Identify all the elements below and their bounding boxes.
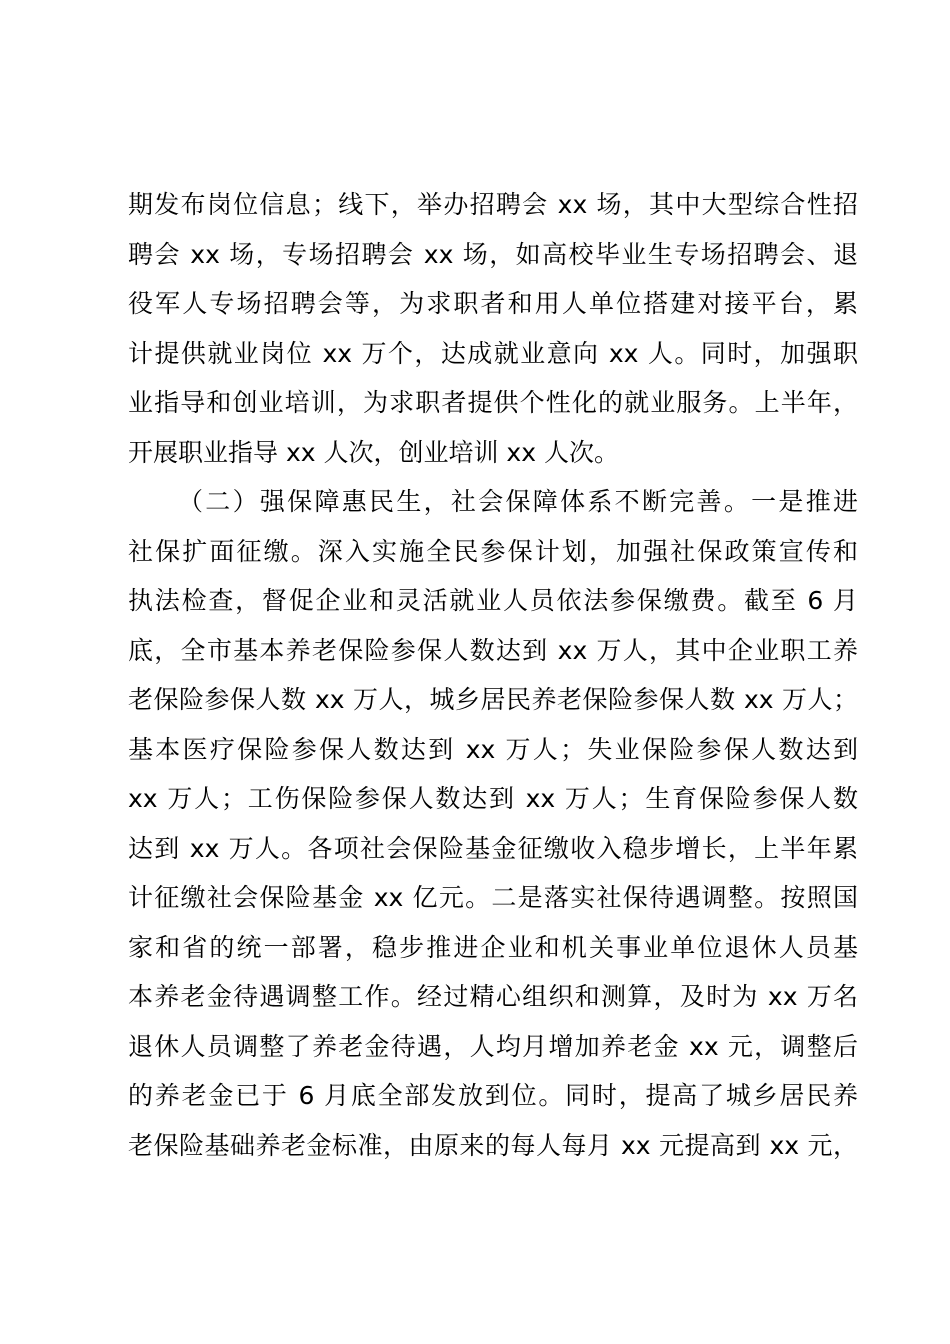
text-line: 社保扩面征缴。深入实施全民参保计划，加强社保政策宣传和	[128, 536, 858, 566]
text-line: 计提供就业岗位 xx 万个，达成就业意向 xx 人。同时，加强职	[128, 338, 858, 368]
text-line: 计征缴社会保险基金 xx 亿元。二是落实社保待遇调整。按照国	[128, 883, 858, 912]
text-line: 业指导和创业培训，为求职者提供个性化的就业服务。上半年，	[128, 388, 858, 417]
text-line: 聘会 xx 场，专场招聘会 xx 场，如高校毕业生专场招聘会、退	[128, 239, 858, 269]
text-line: 退休人员调整了养老金待遇，人均月增加养老金 xx 元，调整后	[128, 1031, 858, 1061]
text-line: 老保险基础养老金标准，由原来的每人每月 xx 元提高到 xx 元，	[128, 1130, 858, 1160]
text-line: 执法检查，督促企业和灵活就业人员依法参保缴费。截至 6 月	[128, 586, 858, 615]
text-line: 本养老金待遇调整工作。经过精心组织和测算，及时为 xx 万名	[128, 982, 858, 1011]
text-line: 的养老金已于 6 月底全部发放到位。同时，提高了城乡居民养	[128, 1081, 858, 1110]
text-line: 役军人专场招聘会等，为求职者和用人单位搭建对接平台，累	[128, 289, 858, 318]
text-line: 开展职业指导 xx 人次，创业培训 xx 人次。	[128, 437, 619, 467]
text-line: 老保险参保人数 xx 万人，城乡居民养老保险参保人数 xx 万人；	[128, 685, 858, 714]
text-line: 底，全市基本养老保险参保人数达到 xx 万人，其中企业职工养	[128, 635, 858, 665]
text-line: 基本医疗保险参保人数达到 xx 万人；失业保险参保人数达到	[128, 734, 858, 764]
text-line: 家和省的统一部署，稳步推进企业和机关事业单位退休人员基	[128, 932, 858, 962]
body-text	[128, 180, 858, 1170]
text-line: 达到 xx 万人。各项社会保险基金征缴收入稳步增长，上半年累	[128, 833, 858, 863]
text-line: 期发布岗位信息；线下，举办招聘会 xx 场，其中大型综合性招	[128, 190, 858, 219]
text-line: xx 万人；工伤保险参保人数达到 xx 万人；生育保险参保人数	[128, 784, 858, 813]
section-heading-line: （二）强保障惠民生，社会保障体系不断完善。一是推进	[178, 487, 858, 516]
